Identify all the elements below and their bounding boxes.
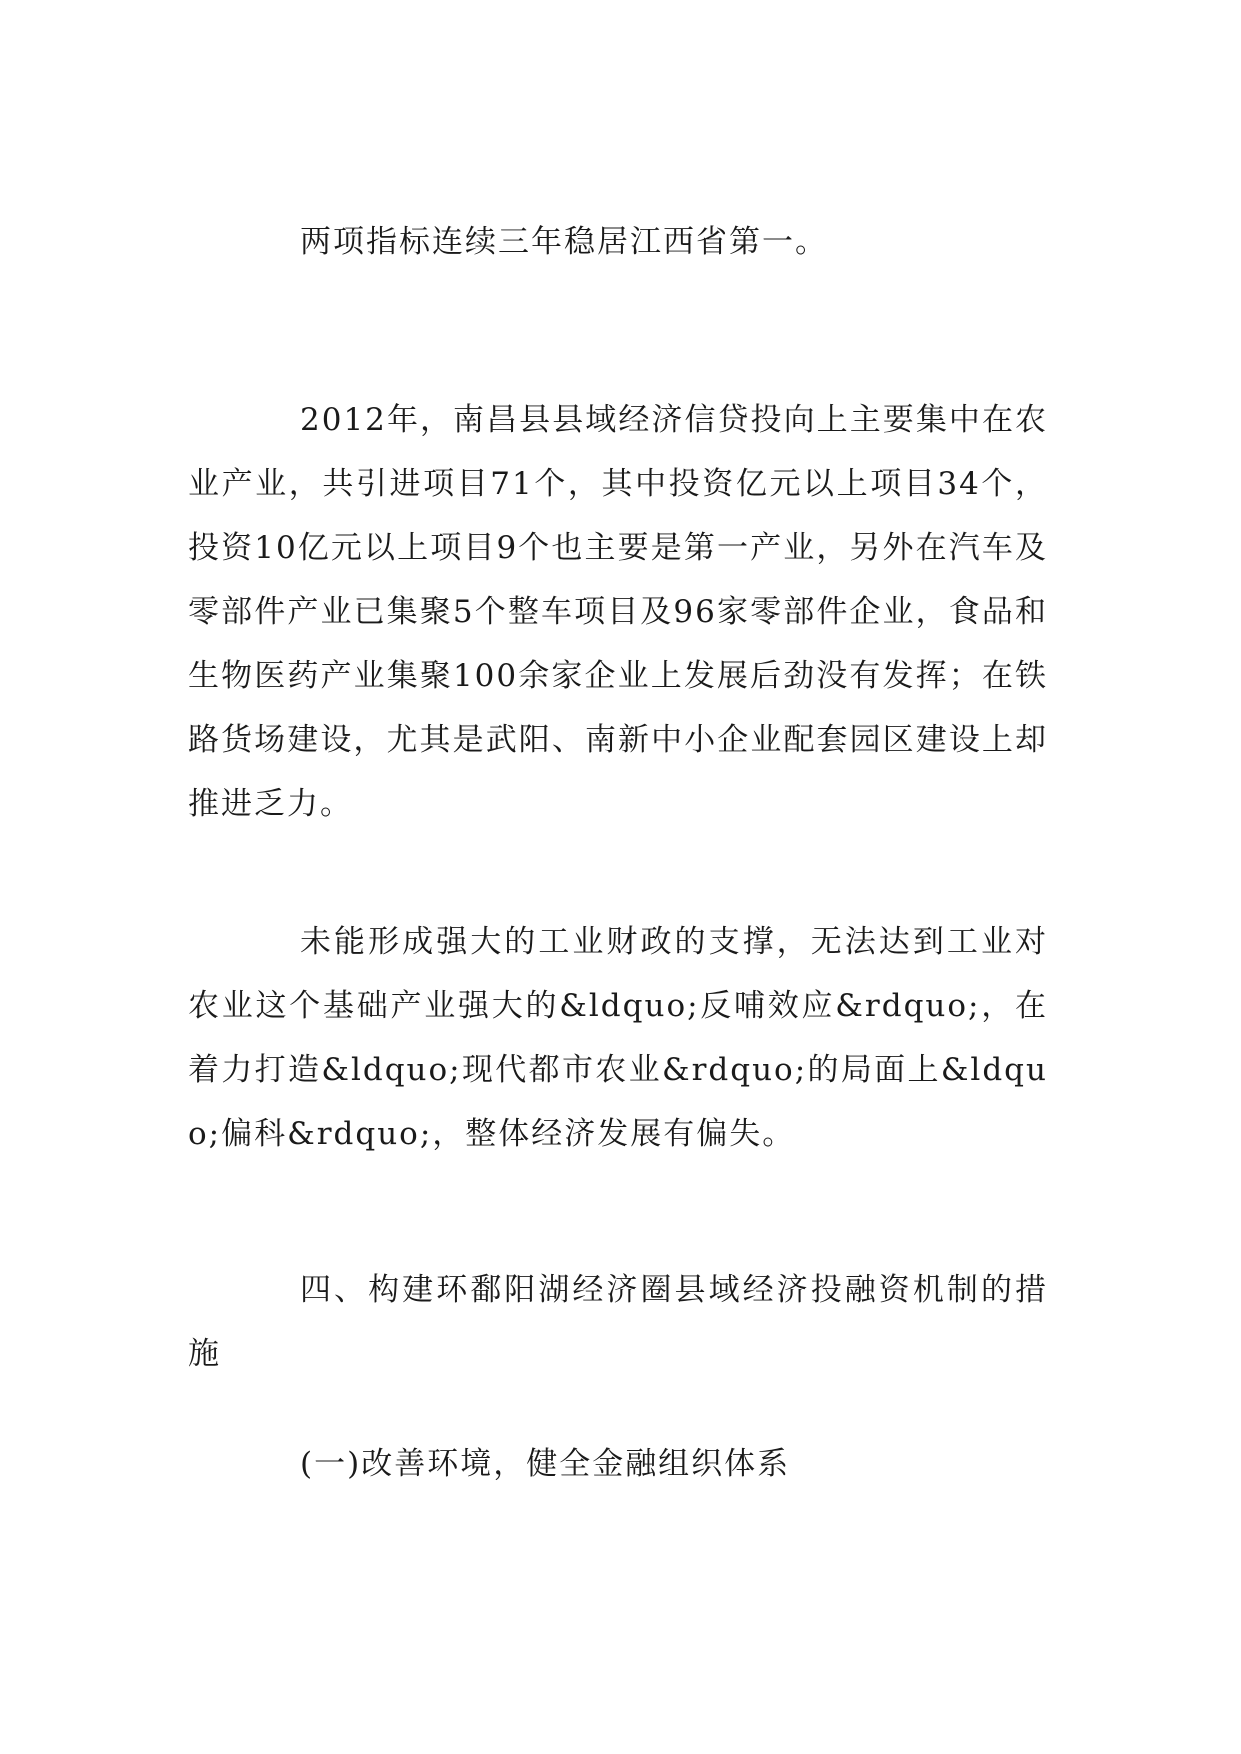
paragraph-industrial-support: 未能形成强大的工业财政的支撑，无法达到工业对农业这个基础产业强大的&ldquo;反哺效应&rdquo;，在着力打造&ldquo;现代都市农业&rdquo;的局面上&ldquo;偏科&rdquo;，整体经济发展有偏失。 <box>188 924 1048 1152</box>
subsection-heading: (一)改善环境，健全金融组织体系 <box>300 1446 791 1482</box>
paragraph-ranking-note: 两项指标连续三年稳居江西省第一。 <box>300 224 828 260</box>
section-heading: 四、构建环鄱阳湖经济圈县域经济投融资机制的措施 <box>188 1272 1048 1372</box>
paragraph-credit-allocation: 2012年，南昌县县域经济信贷投向上主要集中在农业产业，共引进项目71个，其中投资亿元以上项目34个，投资10亿元以上项目9个也主要是第一产业，另外在汽车及零部件产业已集聚5个整车项目及96家零部件企业，食品和生物医药产业集聚100余家企业上发展后劲没有发挥；在铁路货场建设，尤其是武阳、南新中小企业配套园区建设上却推进乏力。 <box>188 402 1048 822</box>
